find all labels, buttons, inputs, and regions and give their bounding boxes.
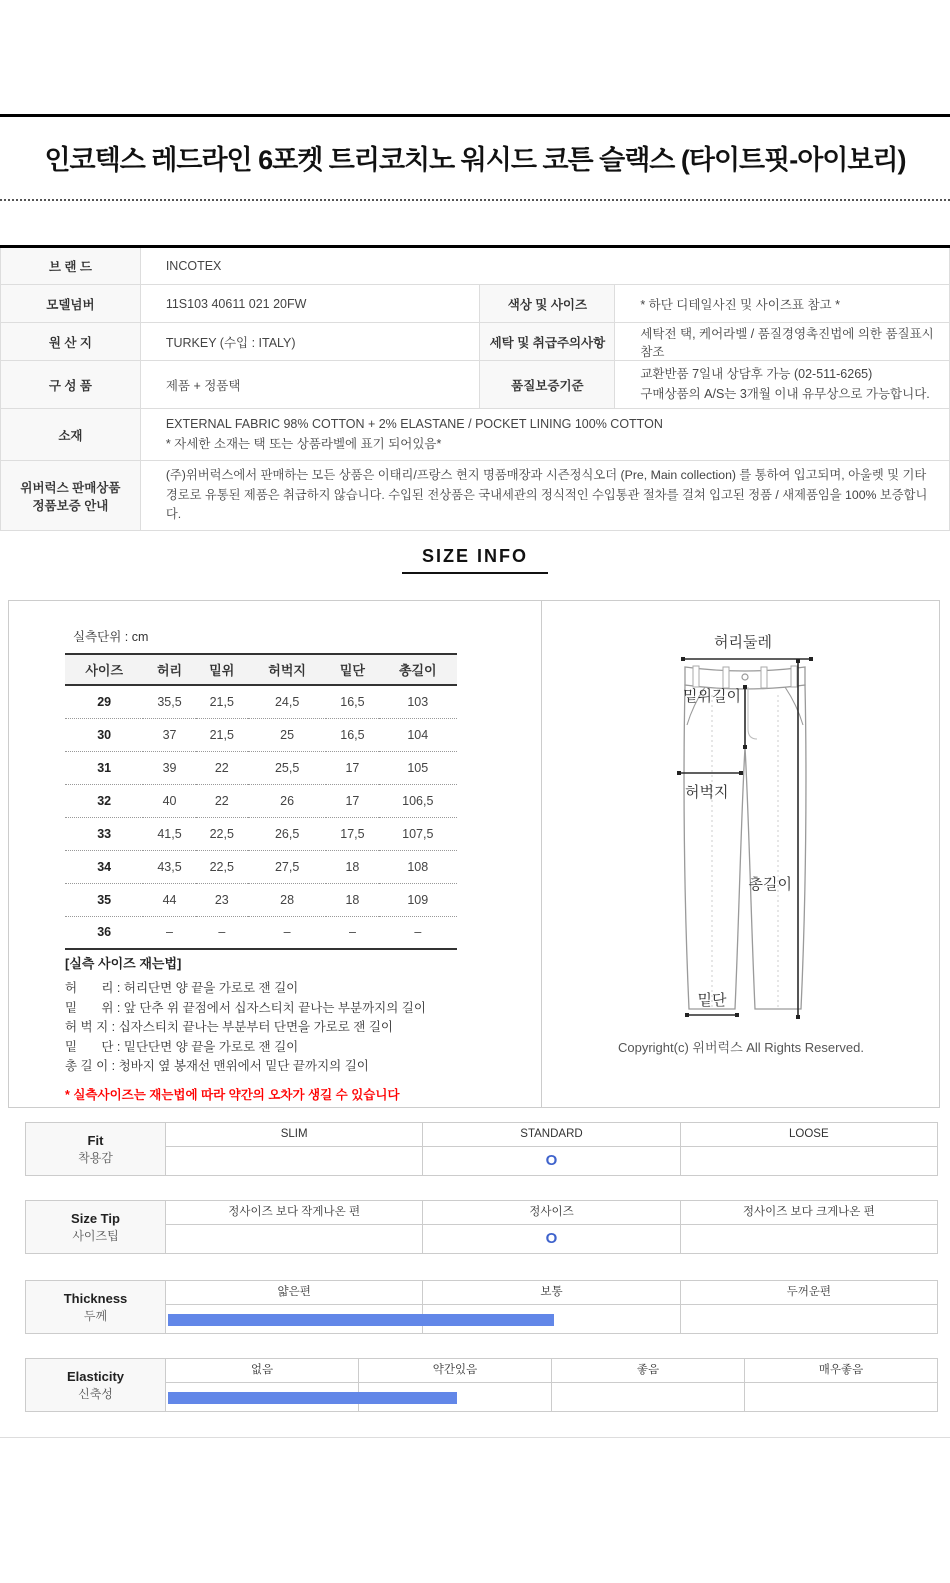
cell: 17,5 xyxy=(326,817,378,850)
cell: 22,5 xyxy=(196,850,248,883)
cell: 17 xyxy=(326,751,378,784)
fit-option-label: SLIM xyxy=(166,1123,422,1147)
spec-care-label: 세탁 및 취급주의사항 xyxy=(480,323,615,361)
spec-warranty-line1: 교환반품 7일내 상담후 가능 (02-511-6265) xyxy=(640,367,873,382)
cell: 28 xyxy=(248,883,326,916)
size-row-35 xyxy=(65,883,457,916)
measure-guide-title: [실측 사이즈 재는법] xyxy=(65,956,182,971)
cell: 35,5 xyxy=(143,685,195,718)
cell: 43,5 xyxy=(143,850,195,883)
spec-origin-label: 원 산 지 xyxy=(1,323,141,361)
cell: 108 xyxy=(379,850,457,883)
unit-note: 실측단위 : cm xyxy=(73,630,149,644)
size-row-36 xyxy=(65,916,457,949)
size-row-33 xyxy=(65,817,457,850)
top-divider xyxy=(0,114,950,117)
copyright-text: Copyright(c) 위버럭스 All Rights Reserved. xyxy=(617,1040,865,1055)
fit-option-loose xyxy=(680,1123,937,1175)
size-tip-option-label: 정사이즈 보다 작게나온 편 xyxy=(166,1201,422,1225)
fit-label xyxy=(26,1123,166,1175)
thickness-table xyxy=(25,1280,938,1334)
elasticity-option-label: 매우좋음 xyxy=(745,1359,937,1383)
belt-loop xyxy=(723,667,729,688)
cell: 22,5 xyxy=(196,817,248,850)
cell: 106,5 xyxy=(379,784,457,817)
cell: 22 xyxy=(196,751,248,784)
page-title: 인코텍스 레드라인 6포켓 트리코치노 워시드 코튼 슬랙스 (타이트핏-아이보리) xyxy=(44,145,906,175)
thickness-option-label: 보통 xyxy=(423,1281,679,1305)
cell: – xyxy=(196,916,248,949)
cell: 105 xyxy=(379,751,457,784)
elasticity-table xyxy=(25,1358,938,1412)
cell: 30 xyxy=(65,718,143,751)
measure-end xyxy=(685,1013,689,1017)
spec-warranty-label: 품질보증기준 xyxy=(480,361,615,409)
fit-label-ko: 착용감 xyxy=(78,1150,113,1165)
spec-material-line1: EXTERNAL FABRIC 98% COTTON + 2% ELASTANE / POCKET LINING 100% COTTON xyxy=(165,417,663,432)
length-label: 총길이 xyxy=(748,876,792,893)
fit-table xyxy=(25,1122,938,1176)
cell: 17 xyxy=(326,784,378,817)
product-spec-table xyxy=(0,245,950,531)
size-tip-option-value xyxy=(166,1225,422,1253)
measure-end xyxy=(743,745,747,749)
spec-brand-label: 브 랜 드 xyxy=(1,247,141,285)
measure-end xyxy=(809,657,813,661)
bottom-divider xyxy=(0,1437,950,1438)
guide-line-waist: 허 리 : 허리단면 양 끝을 가로로 잰 길이 xyxy=(65,981,299,995)
pants-measurement-diagram xyxy=(565,629,905,1029)
size-row-34 xyxy=(65,850,457,883)
thickness-option-label: 두꺼운편 xyxy=(681,1281,937,1305)
cell: 107,5 xyxy=(379,817,457,850)
elasticity-label-en: Elasticity xyxy=(66,1368,125,1384)
measure-end xyxy=(796,1015,800,1019)
fit-option-label: STANDARD xyxy=(423,1123,679,1147)
cell: 16,5 xyxy=(326,685,378,718)
size-tip-option-label: 정사이즈 xyxy=(423,1201,679,1225)
cell: 109 xyxy=(379,883,457,916)
guide-line-length: 총 길 이 : 청바지 옆 봉재선 맨위에서 밑단 끝까지의 길이 xyxy=(65,1059,369,1073)
guide-line-hem: 밑 단 : 밑단단면 양 끝을 가로로 잰 길이 xyxy=(65,1039,299,1054)
belt-loop xyxy=(693,666,699,687)
cell: 104 xyxy=(379,718,457,751)
spec-material-label: 소재 xyxy=(1,409,141,461)
cell: 21,5 xyxy=(196,685,248,718)
rise-label: 밑위길이 xyxy=(683,688,741,705)
button xyxy=(742,674,748,680)
size-tip-label-ko: 사이즈팁 xyxy=(72,1228,119,1243)
tolerance-note: * 실측사이즈는 재는법에 따라 약간의 오차가 생길 수 있습니다 xyxy=(65,1088,400,1102)
size-tip-option-true xyxy=(422,1201,679,1253)
dotted-divider xyxy=(0,199,950,201)
cell: 26,5 xyxy=(248,817,326,850)
cell: 23 xyxy=(196,883,248,916)
size-tip-selected-marker: O xyxy=(545,1230,558,1247)
cell: 40 xyxy=(143,784,195,817)
spec-authenticity-label-line2: 정품보증 안내 xyxy=(32,498,109,513)
size-tip-option-label: 정사이즈 보다 크게나온 편 xyxy=(681,1201,937,1225)
size-row-29 xyxy=(65,685,457,718)
cell: 16,5 xyxy=(326,718,378,751)
cell: 103 xyxy=(379,685,457,718)
size-tip-label xyxy=(26,1201,166,1253)
col-length: 총길이 xyxy=(379,654,457,685)
elasticity-options xyxy=(166,1359,937,1411)
size-tip-option-small xyxy=(166,1201,422,1253)
thigh-label: 허벅지 xyxy=(685,784,729,801)
size-row-31 xyxy=(65,751,457,784)
elasticity-option-verygood xyxy=(744,1359,937,1411)
cell: 41,5 xyxy=(143,817,195,850)
elasticity-label xyxy=(26,1359,166,1411)
cell: – xyxy=(143,916,195,949)
measure-end xyxy=(796,659,800,663)
size-row-32 xyxy=(65,784,457,817)
size-chart-table xyxy=(65,653,457,950)
cell: 29 xyxy=(65,685,143,718)
size-row-30 xyxy=(65,718,457,751)
measure-end xyxy=(739,771,743,775)
guide-line-rise: 밑 위 : 앞 단추 위 끝점에서 십자스티치 끝나는 부분까지의 길이 xyxy=(65,1000,426,1015)
size-tip-label-en: Size Tip xyxy=(71,1210,120,1226)
cell: – xyxy=(379,916,457,949)
thickness-label xyxy=(26,1281,166,1333)
cell: 32 xyxy=(65,784,143,817)
fit-option-value xyxy=(681,1147,937,1175)
hem-label: 밑단 xyxy=(697,992,727,1009)
elasticity-option-good xyxy=(551,1359,744,1411)
size-tip-option-large xyxy=(680,1201,937,1253)
measure-guide xyxy=(65,979,426,1077)
cell: 26 xyxy=(248,784,326,817)
spec-brand-value: INCOTEX xyxy=(140,247,949,285)
spec-color-value: * 하단 디테일사진 및 사이즈표 참고 * xyxy=(615,285,950,323)
thickness-option-value xyxy=(681,1305,937,1333)
fit-label-en: Fit xyxy=(87,1132,104,1148)
size-info-panel xyxy=(8,600,940,1108)
thickness-option-label: 얇은편 xyxy=(166,1281,422,1305)
spec-warranty-value xyxy=(615,361,950,409)
measure-end xyxy=(677,771,681,775)
elasticity-option-value xyxy=(552,1383,744,1411)
waist-label: 허리둘레 xyxy=(714,634,772,651)
fit-option-value xyxy=(166,1147,422,1175)
cell: 35 xyxy=(65,883,143,916)
cell: 22 xyxy=(196,784,248,817)
measure-end xyxy=(743,685,747,689)
col-rise: 밑위 xyxy=(196,654,248,685)
guide-line-thigh: 허 벅 지 : 십자스티치 끝나는 부분부터 단면을 가로로 잰 길이 xyxy=(65,1020,394,1034)
elasticity-label-ko: 신축성 xyxy=(78,1386,113,1401)
cell: – xyxy=(326,916,378,949)
cell: 18 xyxy=(326,883,378,916)
thickness-level-bar xyxy=(168,1314,554,1326)
cell: 21,5 xyxy=(196,718,248,751)
size-info-heading-text: SIZE INFO xyxy=(402,546,548,574)
fit-option-standard xyxy=(422,1123,679,1175)
cell: – xyxy=(248,916,326,949)
thickness-option-thick xyxy=(680,1281,937,1333)
spec-material-line2: * 자세한 소재는 택 또는 상품라벨에 표기 되어있음* xyxy=(165,436,442,451)
spec-model-value: 11S103 40611 021 20FW xyxy=(140,285,480,323)
elasticity-option-value xyxy=(745,1383,937,1411)
spec-component-value: 제품 + 정품택 xyxy=(140,361,480,409)
col-thigh: 허벅지 xyxy=(248,654,326,685)
cell: 44 xyxy=(143,883,195,916)
cell: 18 xyxy=(326,850,378,883)
spec-material-value xyxy=(140,409,949,461)
size-tip-option-value xyxy=(681,1225,937,1253)
elasticity-level-bar xyxy=(168,1392,457,1404)
panel-divider xyxy=(541,601,542,1107)
cell: 39 xyxy=(143,751,195,784)
cell: 25 xyxy=(248,718,326,751)
spec-authenticity-label-line1: 위버럭스 판매상품 xyxy=(20,480,121,495)
elasticity-option-label: 없음 xyxy=(166,1359,358,1383)
cell: 27,5 xyxy=(248,850,326,883)
cell: 31 xyxy=(65,751,143,784)
size-tip-table xyxy=(25,1200,938,1254)
spec-authenticity-label xyxy=(1,461,141,531)
belt-loop xyxy=(761,667,767,688)
col-hem: 밑단 xyxy=(326,654,378,685)
size-info-heading xyxy=(0,546,950,574)
size-chart-header-row xyxy=(65,654,457,685)
spec-authenticity-value: (주)위버럭스에서 판매하는 모든 상품은 이태리/프랑스 현지 명품매장과 시즌정식오더 (Pre, Main collection) 를 통하여 입고되며, 아울렛 및 기타경로로 유통된 제품은 취급하지 않습니다. 수입된 전상품은 국내세관의 정식적인 수입통관 절차를 걸쳐 입고된 정품 / 새제품임을 100% 보증합니다. xyxy=(140,461,949,531)
belt-loop xyxy=(791,666,797,687)
size-tip-option-value xyxy=(423,1225,679,1253)
measure-end xyxy=(735,1013,739,1017)
col-size: 사이즈 xyxy=(65,654,143,685)
spec-model-label: 모델넘버 xyxy=(1,285,141,323)
elasticity-option-label: 약간있음 xyxy=(359,1359,551,1383)
cell: 36 xyxy=(65,916,143,949)
cell: 25,5 xyxy=(248,751,326,784)
fit-option-label: LOOSE xyxy=(681,1123,937,1147)
elasticity-option-label: 좋음 xyxy=(552,1359,744,1383)
cell: 33 xyxy=(65,817,143,850)
spec-warranty-line2: 구매상품의 A/S는 3개월 이내 유무상으로 가능합니다. xyxy=(640,386,930,401)
thickness-label-en: Thickness xyxy=(63,1290,128,1306)
fit-options xyxy=(166,1123,937,1175)
spec-component-label: 구 성 품 xyxy=(1,361,141,409)
spec-origin-value: TURKEY (수입 : ITALY) xyxy=(140,323,480,361)
fit-option-value xyxy=(423,1147,679,1175)
spec-color-label: 색상 및 사이즈 xyxy=(480,285,615,323)
fit-option-slim xyxy=(166,1123,422,1175)
cell: 24,5 xyxy=(248,685,326,718)
cell: 34 xyxy=(65,850,143,883)
measure-end xyxy=(681,657,685,661)
col-waist: 허리 xyxy=(143,654,195,685)
thickness-options xyxy=(166,1281,937,1333)
size-tip-options xyxy=(166,1201,937,1253)
thickness-label-ko: 두께 xyxy=(83,1308,108,1323)
fit-selected-marker: O xyxy=(545,1152,558,1169)
spec-care-value: 세탁전 택, 케어라벨 / 품질경영촉진법에 의한 품질표시 참조 xyxy=(615,323,950,361)
cell: 37 xyxy=(143,718,195,751)
